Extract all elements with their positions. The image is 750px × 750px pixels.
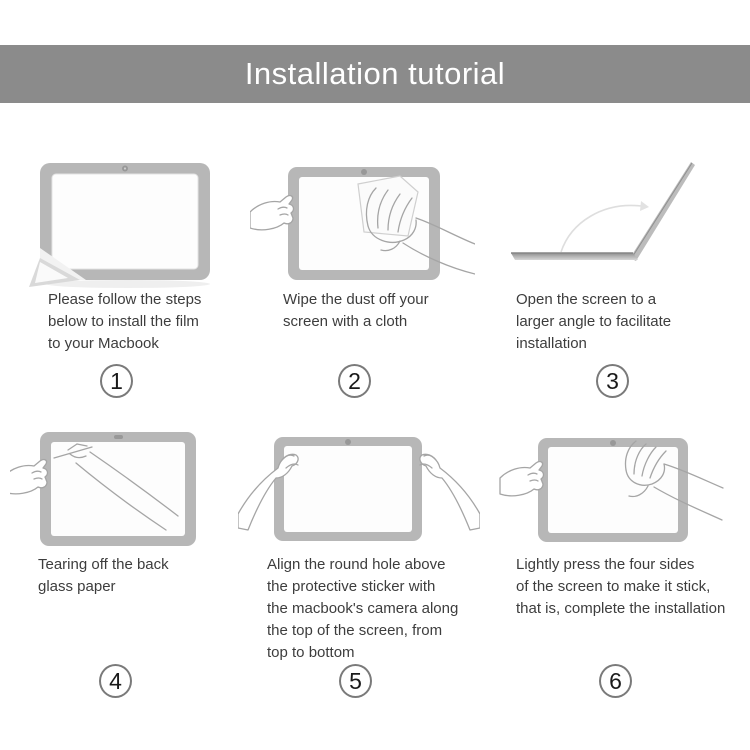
caption-line: Wipe the dust off your (283, 291, 429, 308)
step-5-caption (267, 554, 458, 664)
caption-line: larger angle to facilitate (516, 313, 672, 330)
step-6-number-badge: 6 (599, 664, 632, 698)
caption-line: Please follow the steps (48, 291, 202, 308)
caption-line: below to install the film (48, 313, 199, 330)
caption-line: Lightly press the four sides (516, 556, 695, 573)
hand-pressing-four-sides-icon (498, 418, 745, 558)
step-3-caption (516, 289, 671, 355)
caption-line: the top of the screen, from (267, 622, 443, 639)
step-1-caption (48, 289, 201, 355)
caption-line: screen with a cloth (283, 313, 408, 330)
step-4-caption (38, 554, 169, 598)
laptop-opened-wide-angle-icon (495, 148, 740, 283)
caption-line: Open the screen to a (516, 291, 657, 308)
hand-tearing-back-glass-paper-icon (10, 418, 238, 558)
step-2-number-badge: 2 (338, 364, 371, 398)
caption-line: glass paper (38, 578, 116, 595)
header-banner (0, 45, 750, 103)
step-4-number-badge: 4 (99, 664, 132, 698)
caption-line: of the screen to make it stick, (516, 578, 711, 595)
caption-line: Align the round hole above (267, 556, 446, 573)
step-6-caption (516, 554, 725, 620)
hands-wiping-screen-with-cloth-icon (250, 148, 475, 288)
step-3-number-badge: 3 (596, 364, 629, 398)
caption-line: top to bottom (267, 644, 355, 661)
page-title: Installation tutorial (244, 56, 506, 91)
two-hands-aligning-film-icon (238, 418, 480, 558)
step-2-caption (283, 289, 429, 333)
caption-line: the protective sticker with (267, 578, 436, 595)
caption-line: installation (516, 335, 587, 352)
caption-line: the macbook's camera along (267, 600, 459, 617)
step-5-number-badge: 5 (339, 664, 372, 698)
caption-line: Tearing off the back (38, 556, 169, 573)
caption-line: that is, complete the installation (516, 600, 726, 617)
screen-protector-peeled-corner-icon (28, 146, 228, 291)
step-1-number-badge: 1 (100, 364, 133, 398)
caption-line: to your Macbook (48, 335, 159, 352)
